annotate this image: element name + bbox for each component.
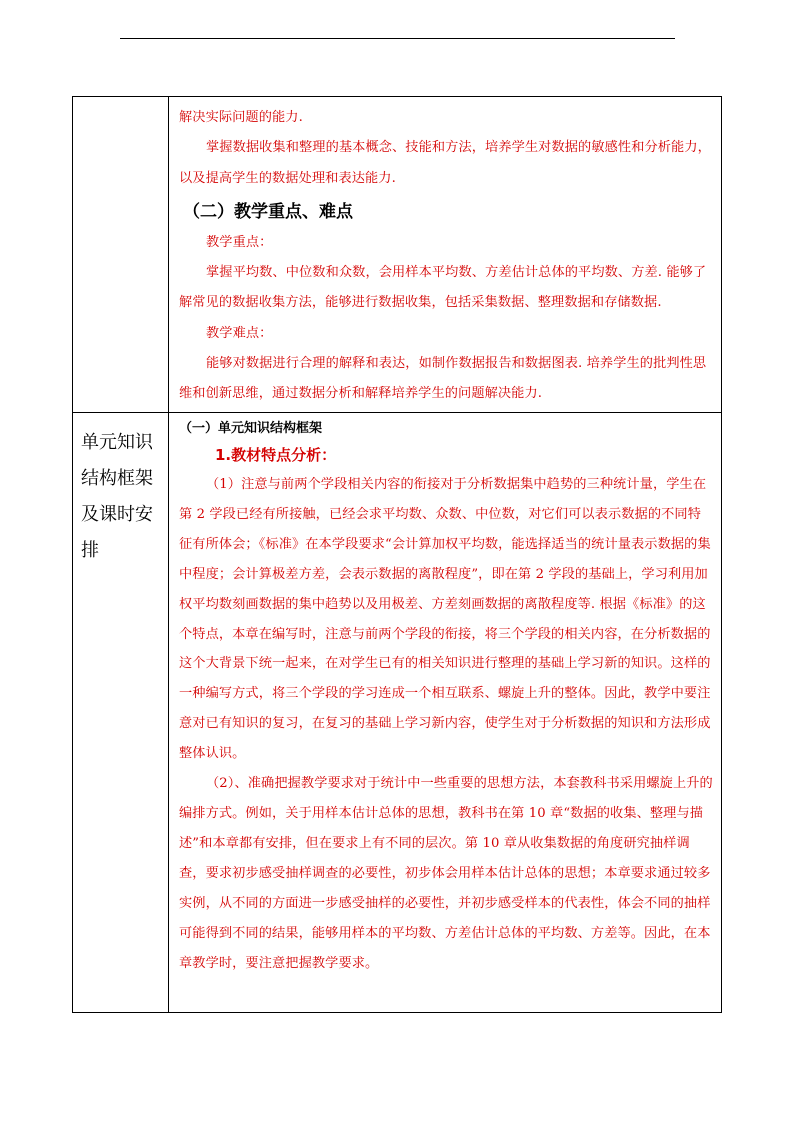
header-rule (120, 38, 675, 39)
paragraph: （1）注意与前两个学段相关内容的衔接对于分析数据集中趋势的三种统计量，学生在第 2 学段已经有所接触，已经会求平均数、众数、中位数，对它们可以表示数据的不同特征有所体会；《标准》在本学段要求“会计算加权平均数，能选择适当的统计量表示数据的集中程度；会计算极差方差，会表示数据的离散程度”，即在第 2 学段的基础上，学习利用加权平均数刻画数据的集中趋势以及用极差、方差刻画数据的离散程度等. 根据《标准》的这个特点，本章在编写时，注意与前两个学段的衔接，将三个学段的相关内容，在分析数据的这个大背景下统一起来，在对学生已有的相关知识进行整理的基础上学习新的知识。这样的一种编写方式，将三个学段的学习连成一个相互联系、螺旋上升的整体。因此，教学中要注意对已有知识的复习，在复习的基础上学习新内容，使学生对于分析数据的知识和方法形成整体认识。 (179, 477, 711, 762)
difficulties-label: 教学难点： (206, 325, 273, 341)
difficulties-text: 能够对数据进行合理的解释和表达，如制作数据报告和数据图表. 培养学生的批判性思维和创新思维，通过数据分析和解释培养学生的问题解决能力. (179, 356, 707, 402)
section-heading: （二）教学重点、难点 (183, 201, 353, 222)
key-points-text: 掌握平均数、中位数和众数，会用样本平均数、方差估计总体的平均数、方差. 能够了解常见的数据收集方法，能够进行数据收集，包括采集数据、整理数据和存储数据. (179, 265, 707, 311)
table-row (73, 97, 722, 413)
key-points-label: 教学重点： (206, 234, 273, 250)
paragraph: （2）、准确把握教学要求对于统计中一些重要的思想方法，本套教科书采用螺旋上升的编排方式。例如，关于用样本估计总体的思想，教科书在第 10 章“数据的收集、整理与描述”和本章都有安排，但在要求上有不同的层次。第 10 章从收集数据的角度研究抽样调查，要求初步感受抽样调查的必要性，初步体会用样本估计总体的思想；本章要求通过较多实例，从不同的方面进一步感受抽样的必要性，并初步感受样本的代表性，体会不同的抽样可能得到不同的结果，能够用样本的平均数、方差估计总体的平均数、方差等。因此，在本章教学时，要注意把握教学要求。 (179, 776, 713, 971)
row-label: 单元知识结构框架及课时安排 (81, 432, 153, 561)
lesson-plan-table (72, 96, 722, 1013)
content-cell (169, 413, 722, 1013)
left-label-cell (73, 97, 169, 413)
left-label-cell (73, 413, 169, 1013)
paragraph: 掌握数据收集和整理的基本概念、技能和方法，培养学生对数据的敏感性和分析能力，以及提高学生的数据处理和表达能力. (179, 140, 711, 186)
subsection-heading: （一）单元知识结构框架 (179, 421, 323, 436)
paragraph: 解决实际问题的能力. (179, 110, 303, 125)
content-cell (169, 97, 722, 413)
point-heading: 1.教材特点分析： (215, 446, 337, 464)
table-row (73, 413, 722, 1013)
